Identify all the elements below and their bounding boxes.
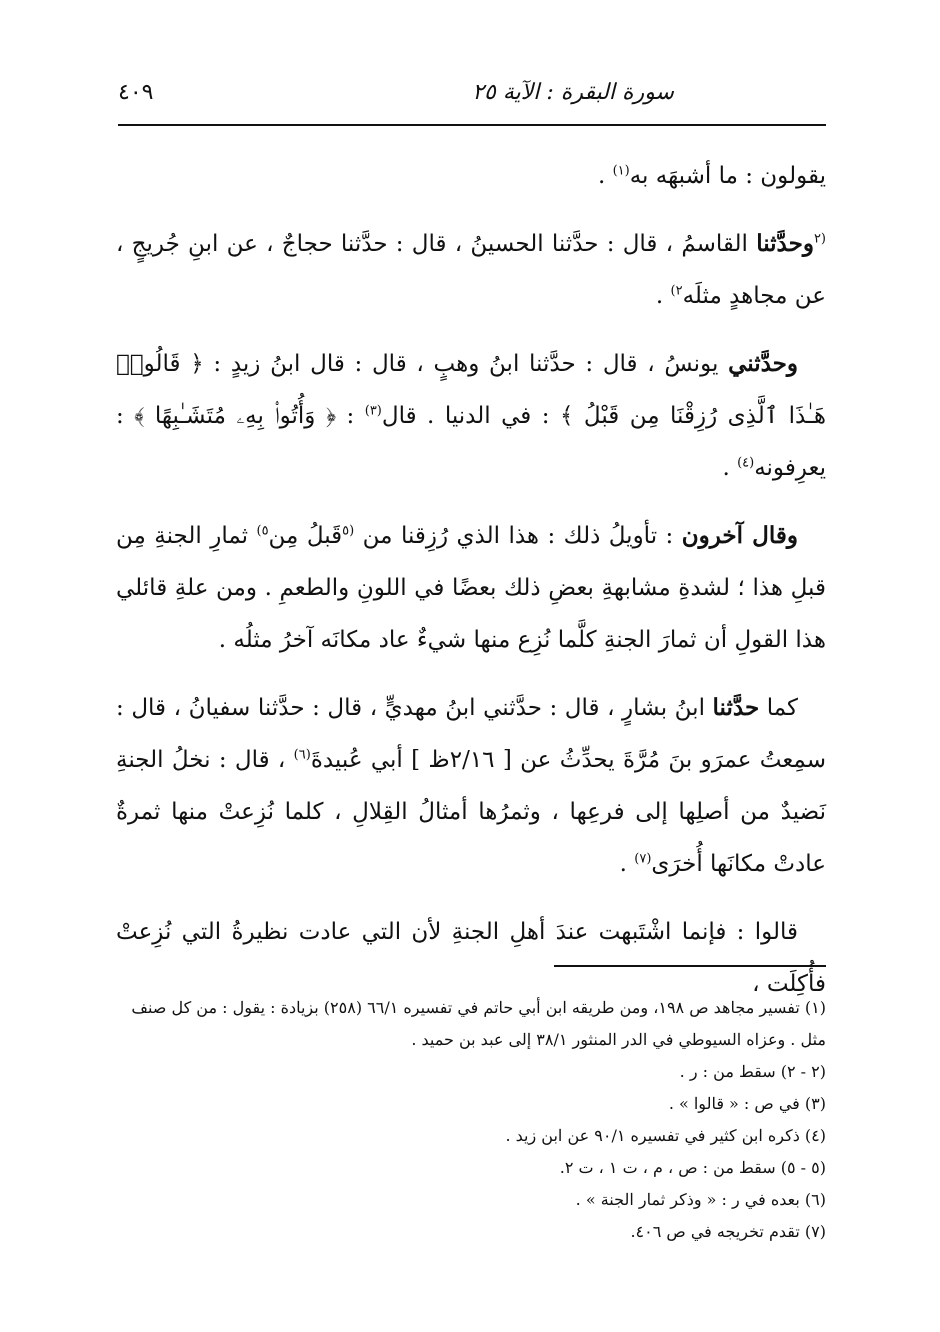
footnote-7: (٧) تقدم تخريجه في ص ٤٠٦. xyxy=(630,1222,826,1241)
footnote-1: (١) تفسير مجاهد ص ١٩٨، ومن طريقه ابن أبي حاتم في تفسيره ٦٦/١ (٢٥٨) بزيادة : يقول : من كل صنف مثل . وعزاه السيوطي في الدر المنثور ٣٨/١ إلى عبد بن حميد . xyxy=(131,998,826,1049)
footnote-marker: ٥) xyxy=(256,523,269,539)
paragraph-1: يقولون : ما أشبهَه به$^{(١)}$ . xyxy=(597,163,826,189)
main-text xyxy=(116,150,826,1026)
surah-title: سورة البقرة : الآية ٢٥ xyxy=(472,80,674,105)
footnote-3: (٣) في ص : « قالوا » . xyxy=(668,1094,826,1113)
footnotes xyxy=(116,992,826,1248)
footnote-2: (٢ - ٢) سقط من : ر . xyxy=(679,1062,826,1081)
footnote-5: (٥ - ٥) سقط من : ص ، م ، ت ١ ، ت ٢. xyxy=(559,1158,826,1177)
paragraph-6: قالوا : فإنما اشْتَبهت عندَ أهلِ الجنةِ لأن التي عادت نظيرةُ التي نُزِعتْ فأُكِلَت ، xyxy=(116,919,826,997)
footnote-marker: (٥ xyxy=(342,523,355,539)
footnote-marker: (٦) xyxy=(293,747,311,763)
footnote-marker: (١) xyxy=(612,163,630,179)
footnote-6: (٦) بعده في ر : « وذكر ثمار الجنة » . xyxy=(575,1190,826,1209)
footnote-marker: ٢) xyxy=(670,283,683,299)
footnote-marker: (٢ xyxy=(813,231,826,247)
footnote-marker: (٣) xyxy=(364,403,382,419)
paragraph-5: كما حدَّثنا ابنُ بشارٍ ، قال : حدَّثني ابنُ مهديٍّ ، قال : حدَّثنا سفيانُ ، قال : سمِعتُ عمرَو بنَ مُرَّةَ يحدِّثُ عن [ ٢/١٦ظ ] أبي عُبيدةَ$^{(٦)}$ ، قال : نخلُ الجنةِ نَضيدٌ من أصلِها إلى فرعِها ، وثمرُها أمثالُ القِلالِ ، كلما نُزِعتْ منها ثمرةٌ عادتْ مكانَها أُخرَى$^{(٧)}$ . xyxy=(116,694,826,877)
footnote-4: (٤) ذكره ابن كثير في تفسيره ٩٠/١ عن ابن زيد . xyxy=(505,1126,826,1145)
footnote-marker: (٤) xyxy=(737,455,755,471)
footnote-separator xyxy=(554,965,826,967)
header-rule xyxy=(118,124,826,126)
running-header xyxy=(118,74,824,114)
page-number: ٤٠٩ xyxy=(118,80,154,105)
paragraph-2: $^{(٢}$وحدَّثنا القاسمُ ، قال : حدَّثنا الحسينُ ، قال : حدَّثنا حجاجٌ ، عن ابنِ جُريجٍ ، عن مجاهدٍ مثلَه$^{٢)}$ . xyxy=(116,230,826,309)
paragraph-4: وقال آخرون : تأويلُ ذلك : هذا الذي رُزِقنا من $^{(٥}$قَبلُ مِن$^{٥)}$ ثمارِ الجنةِ مِن قبلِ هذا ؛ لشدةِ مشابهةِ بعضِ ذلك بعضًا في اللونِ والطعمِ . ومن علةِ قائلي هذا القولِ أن ثمارَ الجنةِ كلَّما نُزِع منها شيءٌ عاد مكانَه آخرُ مثلُه . xyxy=(116,522,826,653)
paragraph-3: وحدَّثني يونسُ ، قال : حدَّثنا ابنُ وهبٍ ، قال : قال ابنُ زيدٍ : ﴿ قَالُوا۟ هَـٰذَا ٱلَّذِى رُزِقْنَا مِن قَبْلُ ﴾ : في الدنيا . قال$^{(٣)}$ : ﴿ وَأُتُوا۟ بِهِۦ مُتَشَـٰبِهًا ﴾ : يعرِفونه$^{(٤)}$ . xyxy=(116,350,827,481)
footnote-marker: (٧) xyxy=(634,851,652,867)
